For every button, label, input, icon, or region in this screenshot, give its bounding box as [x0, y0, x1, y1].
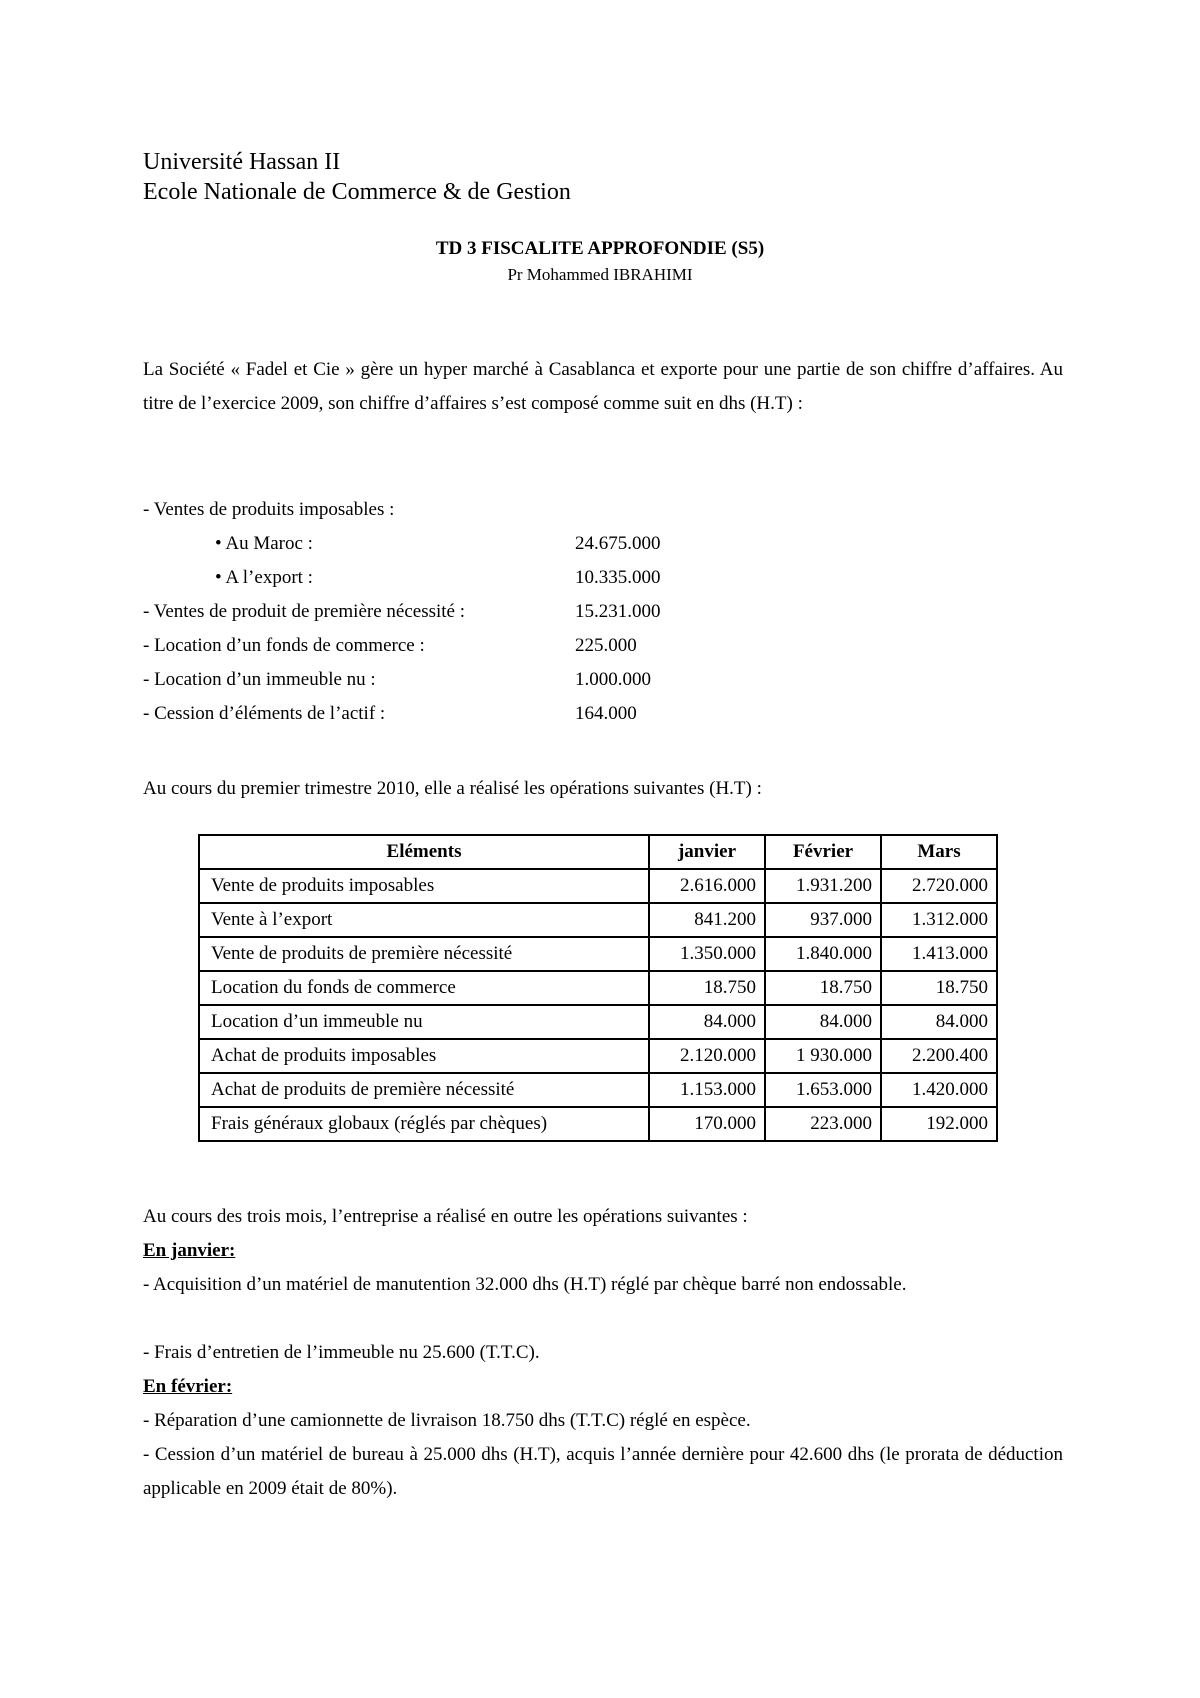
row-value: 18.750: [765, 971, 881, 1005]
other-ops-intro: Au cours des trois mois, l’entreprise a réalisé en outre les opérations suivantes :: [143, 1206, 748, 1227]
revenue-line-amount: 164.000: [575, 703, 637, 724]
january-item: - Acquisition d’un matériel de manutention 32.000 dhs (H.T) réglé par chèque barré non endossable.: [143, 1274, 907, 1295]
quarter-intro: Au cours du premier trimestre 2010, elle a réalisé les opérations suivantes (H.T) :: [143, 778, 762, 799]
table-row: [199, 971, 997, 1005]
university-name: Université Hassan II: [143, 149, 341, 175]
row-value: 170.000: [649, 1107, 765, 1141]
table-row: [199, 869, 997, 903]
row-value: 84.000: [649, 1005, 765, 1039]
header-february: Février: [765, 835, 881, 869]
row-value: 84.000: [881, 1005, 997, 1039]
revenue-item-label: • Au Maroc :: [215, 533, 313, 554]
row-value: 1 930.000: [765, 1039, 881, 1073]
row-label: Vente à l’export: [199, 903, 649, 937]
row-value: 841.200: [649, 903, 765, 937]
row-value: 1.312.000: [881, 903, 997, 937]
school-name: Ecole Nationale de Commerce & de Gestion: [143, 179, 571, 205]
row-label: Vente de produits de première nécessité: [199, 937, 649, 971]
row-value: 2.616.000: [649, 869, 765, 903]
intro-paragraph: La Société « Fadel et Cie » gère un hyper marché à Casablanca et exporte pour une partie de son chiffre d’affaires. Au titre de l’exercice 2009, son chiffre d’affaires s’est composé comme suit en dhs (H.T) :: [143, 359, 1063, 414]
row-value: 2.720.000: [881, 869, 997, 903]
revenue-line-label: - Location d’un immeuble nu :: [143, 669, 376, 690]
row-value: 1.153.000: [649, 1073, 765, 1107]
header-march: Mars: [881, 835, 997, 869]
row-value: 937.000: [765, 903, 881, 937]
row-value: 18.750: [649, 971, 765, 1005]
revenue-taxable-label: - Ventes de produits imposables :: [143, 499, 395, 520]
january-item: - Frais d’entretien de l’immeuble nu 25.600 (T.T.C).: [143, 1342, 540, 1363]
january-title: En janvier:: [143, 1240, 236, 1261]
row-value: 1.420.000: [881, 1073, 997, 1107]
table-row: [199, 1107, 997, 1141]
header-elements: Eléments: [199, 835, 649, 869]
row-value: 18.750: [881, 971, 997, 1005]
row-label: Location du fonds de commerce: [199, 971, 649, 1005]
row-value: 1.413.000: [881, 937, 997, 971]
february-item: - Cession d’un matériel de bureau à 25.000 dhs (H.T), acquis l’année dernière pour 42.600 dhs (le prorata de déduction applicable en 2009 était de 80%).: [143, 1444, 1063, 1499]
row-label: Frais généraux globaux (réglés par chèques): [199, 1107, 649, 1141]
row-value: 192.000: [881, 1107, 997, 1141]
revenue-line-label: - Cession d’éléments de l’actif :: [143, 703, 386, 724]
row-value: 1.931.200: [765, 869, 881, 903]
february-item: - Réparation d’une camionnette de livraison 18.750 dhs (T.T.C) réglé en espèce.: [143, 1410, 751, 1431]
row-value: 1.350.000: [649, 937, 765, 971]
revenue-line-label: - Ventes de produit de première nécessité :: [143, 601, 466, 622]
row-value: 1.653.000: [765, 1073, 881, 1107]
row-label: Achat de produits de première nécessité: [199, 1073, 649, 1107]
table-row: [199, 1073, 997, 1107]
row-label: Achat de produits imposables: [199, 1039, 649, 1073]
revenue-line-amount: 225.000: [575, 635, 637, 656]
operations-table: [198, 834, 998, 1142]
table-header-row: [199, 835, 997, 869]
row-value: 84.000: [765, 1005, 881, 1039]
revenue-item-amount: 10.335.000: [575, 567, 661, 588]
revenue-line-label: - Location d’un fonds de commerce :: [143, 635, 425, 656]
row-value: 1.840.000: [765, 937, 881, 971]
revenue-line-amount: 15.231.000: [575, 601, 661, 622]
document-title: TD 3 FISCALITE APPROFONDIE (S5): [435, 238, 765, 259]
row-value: 2.120.000: [649, 1039, 765, 1073]
professor-name: Pr Mohammed IBRAHIMI: [507, 265, 693, 284]
february-title: En février:: [143, 1376, 233, 1397]
row-label: Vente de produits imposables: [199, 869, 649, 903]
row-value: 2.200.400: [881, 1039, 997, 1073]
table-row: [199, 1005, 997, 1039]
revenue-item-label: • A l’export :: [215, 567, 313, 588]
table-row: [199, 1039, 997, 1073]
row-label: Location d’un immeuble nu: [199, 1005, 649, 1039]
table-row: [199, 903, 997, 937]
revenue-line-amount: 1.000.000: [575, 669, 651, 690]
revenue-item-amount: 24.675.000: [575, 533, 661, 554]
row-value: 223.000: [765, 1107, 881, 1141]
table-row: [199, 937, 997, 971]
header-january: janvier: [649, 835, 765, 869]
